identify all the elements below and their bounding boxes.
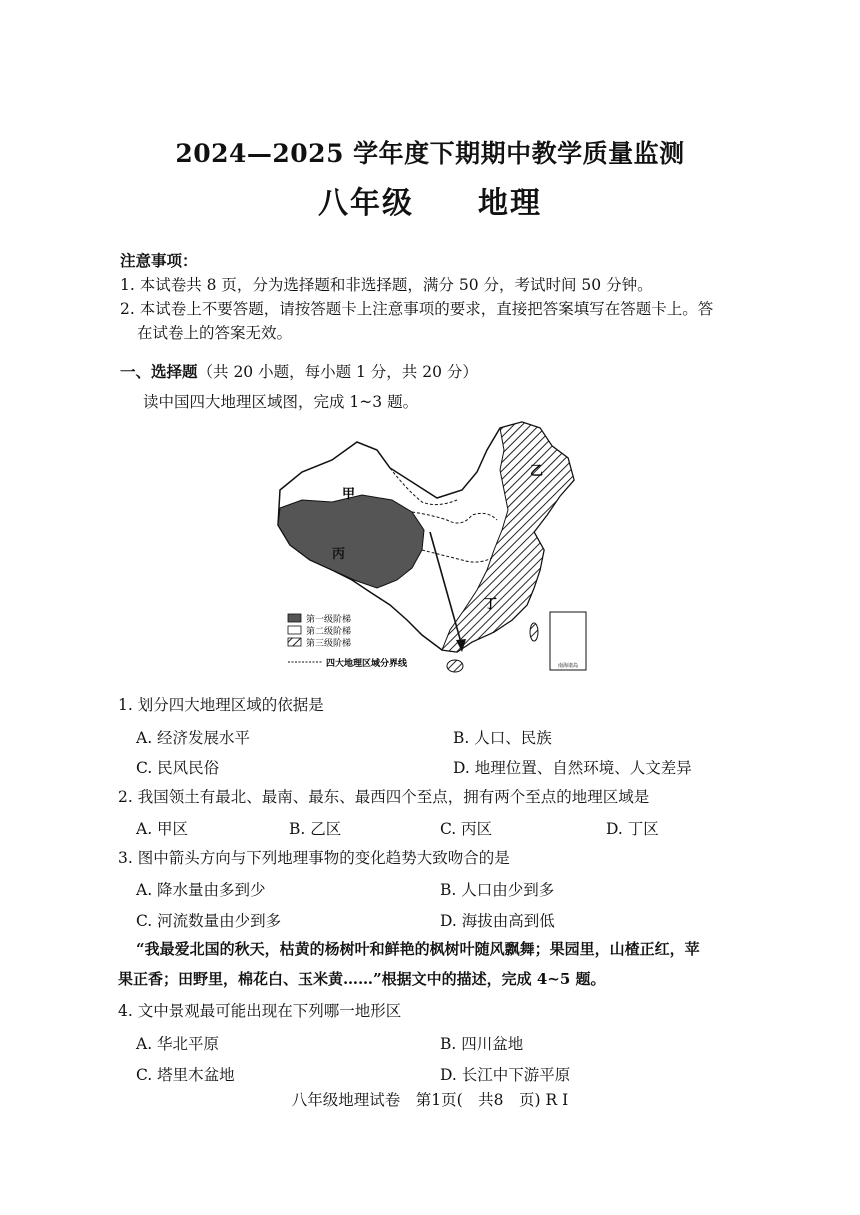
passage-line-2: 果正香；田野里，棉花白、玉米黄……”根据文中的描述，完成 4~5 题。 — [118, 970, 606, 988]
legend-second-step: 第二级阶梯 — [306, 627, 352, 637]
inset-label: 南海诸岛 — [557, 663, 579, 669]
q3-option-d[interactable]: D. 海拔由高到低 — [440, 912, 555, 930]
question-1-stem: 1. 划分四大地理区域的依据是 — [118, 696, 324, 714]
question-2-stem: 2. 我国领土有最北、最南、最东、最西四个至点，拥有两个至点的地理区域是 — [118, 788, 650, 806]
question-3-stem: 3. 图中箭头方向与下列地理事物的变化趋势大致吻合的是 — [118, 849, 510, 867]
region-label-jia: 甲 — [342, 487, 356, 502]
hainan-island — [447, 660, 463, 672]
q3-option-a[interactable]: A. 降水量由多到少 — [136, 881, 266, 899]
q2-option-c[interactable]: C. 丙区 — [440, 820, 493, 838]
south-china-sea-inset — [550, 612, 586, 670]
china-regions-map — [272, 420, 592, 682]
q3-option-c[interactable]: C. 河流数量由少到多 — [136, 912, 282, 930]
q4-option-d[interactable]: D. 长江中下游平原 — [440, 1066, 571, 1084]
notice-heading: 注意事项： — [120, 251, 198, 270]
taiwan-island — [530, 623, 538, 641]
question-4-stem: 4. 文中景观最可能出现在下列哪一地形区 — [118, 1002, 402, 1020]
legend-swatch-second-step — [288, 626, 301, 634]
notice-item-1: 1. 本试卷共 8 页，分为选择题和非选择题，满分 50 分，考试时间 50 分钟。 — [120, 276, 653, 294]
q1-option-d[interactable]: D. 地理位置、自然环境、人文差异 — [453, 759, 692, 777]
passage-line-1: “我最爱北国的秋天，枯黄的杨树叶和鲜艳的枫树叶随风飘舞；果园里，山楂正红，苹 — [136, 940, 700, 958]
q4-option-c[interactable]: C. 塔里木盆地 — [136, 1066, 235, 1084]
section-1-heading — [120, 361, 478, 383]
legend-boundary: 四大地理区域分界线 — [326, 659, 408, 669]
legend-swatch-first-step — [288, 614, 301, 622]
map-intro: 读中国四大地理区域图，完成 1~3 题。 — [143, 393, 419, 411]
legend-third-step: 第三级阶梯 — [306, 639, 352, 649]
legend-first-step: 第一级阶梯 — [306, 615, 352, 625]
notice-item-2-cont: 在试卷上的答案无效。 — [137, 324, 293, 342]
first-step-area — [278, 495, 424, 588]
q1-option-b[interactable]: B. 人口、民族 — [453, 729, 552, 747]
q2-option-a[interactable]: A. 甲区 — [136, 820, 189, 838]
q2-option-d[interactable]: D. 丁区 — [606, 820, 659, 838]
region-label-yi: 乙 — [530, 464, 544, 479]
q2-option-b[interactable]: B. 乙区 — [289, 820, 342, 838]
q4-option-a[interactable]: A. 华北平原 — [136, 1035, 220, 1053]
grade-subject-line — [0, 178, 860, 222]
region-label-bing: 丙 — [332, 547, 346, 562]
exam-title: 2024—2025 学年度下期期中教学质量监测 — [175, 139, 685, 168]
q4-option-b[interactable]: B. 四川盆地 — [440, 1035, 524, 1053]
q3-option-b[interactable]: B. 人口由少到多 — [440, 881, 555, 899]
q1-option-a[interactable]: A. 经济发展水平 — [136, 729, 251, 747]
region-label-ding: 丁 — [484, 597, 498, 612]
grade-label: 八年级 — [318, 186, 414, 221]
notice-item-2: 2. 本试卷上不要答题，请按答题卡上注意事项的要求，直接把答案填写在答题卡上。答 — [120, 300, 714, 318]
page-footer: 八年级地理试卷 第1页( 共8 页) R I — [291, 1091, 569, 1109]
section-1-title: 一、选择题 — [120, 362, 198, 381]
q1-option-c[interactable]: C. 民风民俗 — [136, 759, 220, 777]
section-1-note: （共 20 小题，每小题 1 分，共 20 分） — [197, 363, 478, 381]
legend-swatch-third-step — [288, 638, 301, 646]
subject-label: 地理 — [478, 186, 542, 221]
